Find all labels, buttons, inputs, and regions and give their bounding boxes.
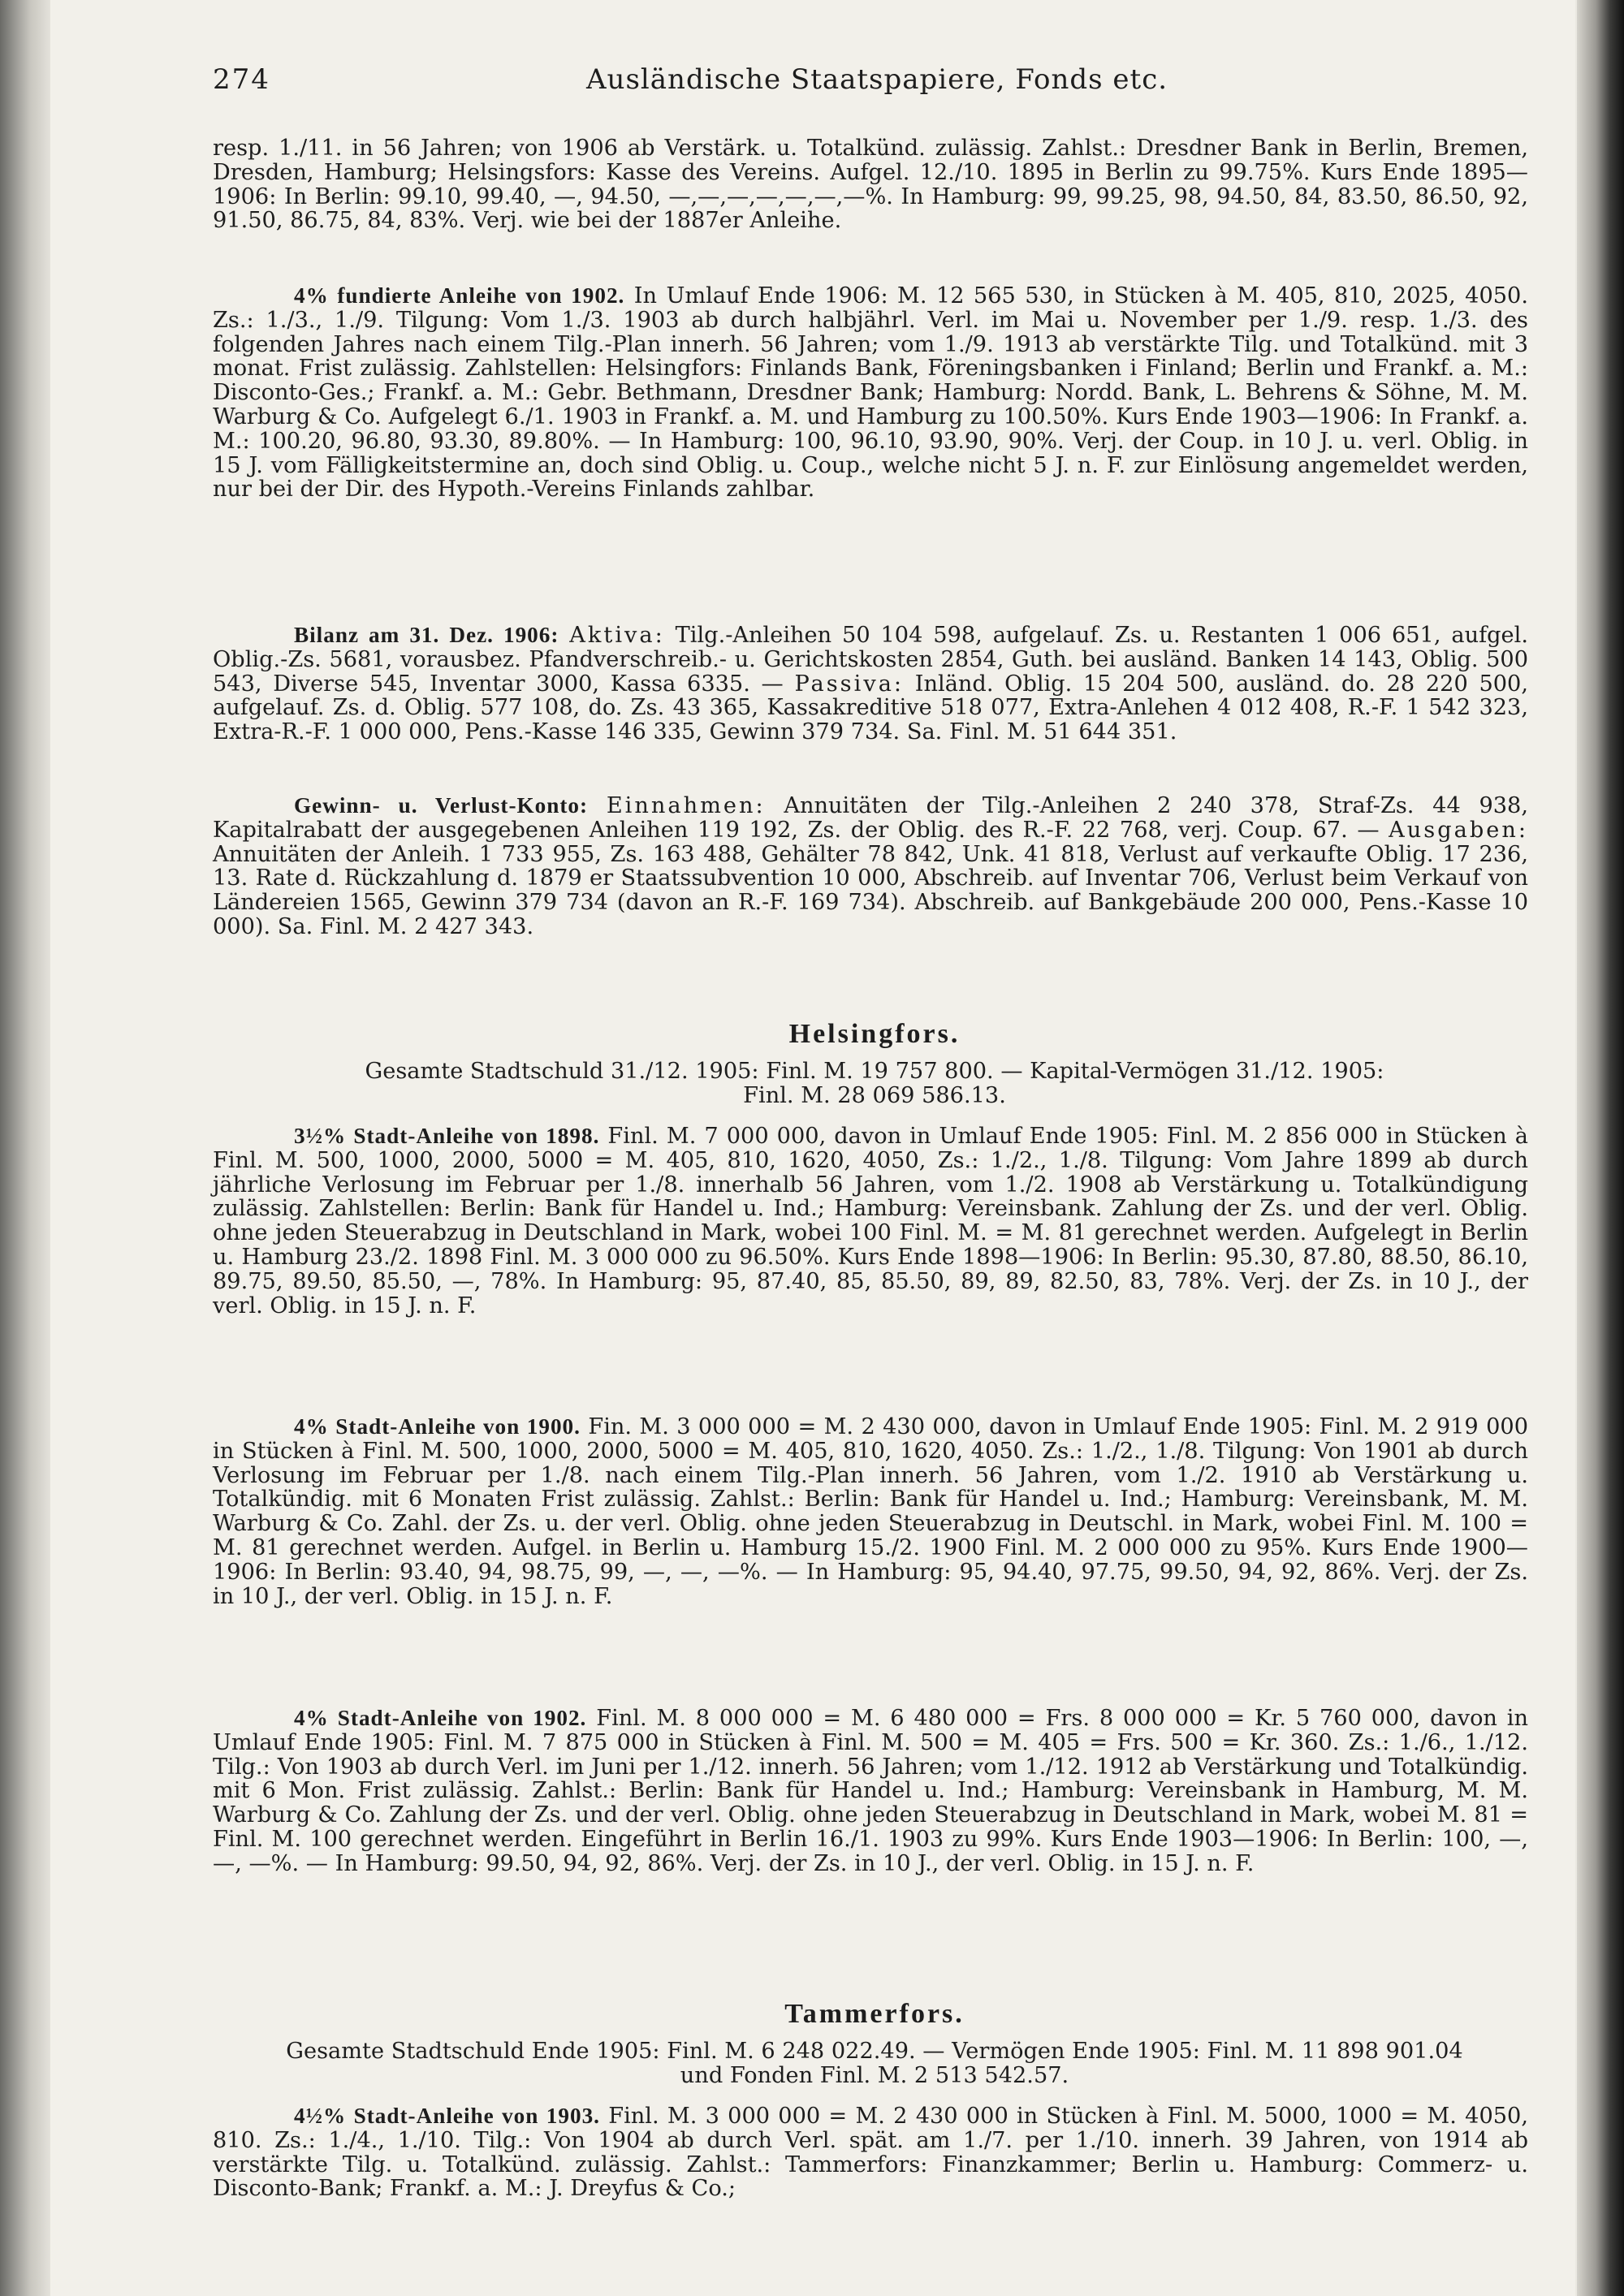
ausgaben-label: Ausgaben: bbox=[1389, 817, 1528, 843]
page-number: 274 bbox=[213, 63, 270, 96]
aktiva-text: Tilg.-Anleihen 50 104 598, aufgelauf. Zs. u. Restanten 1 006 651, aufgel. Oblig.-Zs. 5681, vorausbez. Pfandverschreib.- u. Gerichtskosten 2854, Guth. bei ausländ. Banken 14 143, Oblig. 500 543, Diverse 545, Inventar 3000, Kassa 6335. — bbox=[213, 623, 1528, 697]
tammerfors-debt-line-2: und Fonden Finl. M. 2 513 542.57. bbox=[680, 2063, 1069, 2088]
passiva-label: Passiva: bbox=[794, 671, 905, 697]
loan-1902-text: In Umlauf Ende 1906: M. 12 565 530, in Stücken à M. 405, 810, 2025, 4050. Zs.: 1./3., 1./9. Tilgung: Vom 1./3. 1903 ab durch halbjährl. Verl. im Mai u. November per 1./9. resp. 1./3. des folgenden Jahres nach einem Tilg.-Plan innerh. 56 Jahren; vom 1./9. 1913 ab verstärkte Tilg. und Totalkünd. mit 3 monat. Frist zulässig. Zahlstellen: Helsingfors: Finlands Bank, Föreningsbanken i Finland; Berlin und Frankf. a. M.: Disconto-Ges.; Frankf. a. M.: Gebr. Bethmann, Dresdner Bank; Hamburg: Nordd. Bank, L. Behrens & Söhne, M. M. Warburg & Co. Aufgelegt 6./1. 1903 in Frankf. a. M. und Hamburg zu 100.50%. Kurs Ende 1903—1906: In Frankf. a. M.: 100.20, 96.80, 93.30, 89.80%. — In Hamburg: 100, 96.10, 93.90, 90%. Verj. der Coup. in 10 J. u. verl. Oblig. in 15 J. vom Fälligkeitstermine an, doch sind Oblig. u. Coup., welche nicht 5 J. n. F. zur Einlösung angemeldet werden, nur bei der Dir. des Hypoth.-Vereins Finlands zahlbar. bbox=[213, 283, 1528, 503]
helsingfors-loan-1900-heading: 4% Stadt-Anleihe von 1900. bbox=[294, 1414, 581, 1439]
helsingfors-loan-1900-paragraph bbox=[213, 1415, 1528, 1608]
helsingfors-loan-1902-heading: 4% Stadt-Anleihe von 1902. bbox=[294, 1706, 587, 1730]
helsingfors-loan-1898-text: Finl. M. 7 000 000, davon in Umlauf Ende 1905: Finl. M. 2 856 000 in Stücken à Finl. M. 500, 1000, 2000, 5000 = M. 405, 810, 1620, 4050, Zs.: 1./2., 1./8. Tilgung: Vom Jahre 1899 ab durch jährliche Verlosung im Februar per 1./8. innerhalb 56 Jahren, vom 1./2. 1908 ab Verstärkung u. Totalkündigung zulässig. Zahlstellen: Berlin: Bank für Handel u. Ind.; Hamburg: Vereinsbank. Zahlung der Zs. und der verl. Oblig. ohne jeden Steuerabzug in Deutschland in Mark, wobei 100 Finl. M. = M. 81 gerechnet werden. Aufgelegt in Berlin u. Hamburg 23./2. 1898 Finl. M. 3 000 000 zu 96.50%. Kurs Ende 1898—1906: In Berlin: 95.30, 87.80, 88.50, 86.10, 89.75, 89.50, 85.50, —, 78%. In Hamburg: 95, 87.40, 85, 85.50, 89, 89, 82.50, 83, 78%. Verj. der Zs. in 10 J., der verl. Oblig. in 15 J. n. F. bbox=[213, 1124, 1528, 1318]
helsingfors-loan-1898-paragraph bbox=[213, 1124, 1528, 1318]
aktiva-label: Aktiva: bbox=[569, 623, 665, 648]
tammerfors-loan-1903-text: Finl. M. 3 000 000 = M. 2 430 000 in Stücken à Finl. M. 5000, 1000 = M. 4050, 810. Zs.: 1./4., 1./10. Tilg.: Von 1904 ab durch Verl. spät. am 1./7. per 1./10. innerh. 39 Jahren, von 1914 ab verstärkte Tilg. u. Totalkünd. zulässig. Zahlst.: Tammerfors: Finanzkammer; Berlin u. Hamburg: Commerz- u. Disconto-Bank; Frankf. a. M.: J. Dreyfus & Co.; bbox=[213, 2104, 1528, 2202]
tammerfors-debt-line-1: Gesamte Stadtschuld Ende 1905: Finl. M. 6 248 022.49. — Vermögen Ende 1905: Finl. M. 11 898 901.04 bbox=[286, 2039, 1463, 2064]
loan-1902-heading: 4% fundierte Anleihe von 1902. bbox=[294, 283, 625, 308]
helsingfors-loan-1902-text: Finl. M. 8 000 000 = M. 6 480 000 = Frs. 8 000 000 = Kr. 5 760 000, davon in Umlauf Ende 1905: Finl. M. 7 875 000 in Stücken à Finl. M. 500 = M. 405 = Frs. 500 = Kr. 360. Zs.: 1./6., 1./12. Tilg.: Von 1903 ab durch Verl. im Juni per 1./12. innerh. 56 Jahren; vom 1./12. 1912 ab Verstärkung und Totalkündig. mit 6 Mon. Frist zulässig. Zahlst.: Berlin: Bank für Handel u. Ind.; Hamburg: Vereinsbank in Hamburg, M. M. Warburg & Co. Zahlung der Zs. und der verl. Oblig. ohne jeden Steuerabzug in Deutschland in Mark, wobei M. 81 = Finl. M. 100 gerechnet werden. Eingeführt in Berlin 16./1. 1903 zu 99%. Kurs Ende 1903—1906: In Berlin: 100, —, —, —%. — In Hamburg: 99.50, 94, 92, 86%. Verj. der Zs. in 10 J., der verl. Oblig. in 15 J. n. F. bbox=[213, 1706, 1528, 1876]
running-title: Ausländische Staatspapiere, Fonds etc. bbox=[586, 63, 1168, 96]
hypoth-continuation-paragraph bbox=[213, 136, 1528, 233]
einnahmen-label: Einnahmen: bbox=[606, 793, 766, 818]
gewinn-verlust-paragraph bbox=[213, 794, 1528, 939]
helsingfors-debt-line-2: Finl. M. 28 069 586.13. bbox=[743, 1083, 1006, 1108]
bilanz-paragraph bbox=[213, 624, 1528, 744]
helsingfors-loan-1898-heading: 3½% Stadt-Anleihe von 1898. bbox=[294, 1124, 600, 1148]
gewinn-verlust-heading: Gewinn- u. Verlust-Konto: bbox=[294, 793, 589, 818]
tammerfors-loan-1903-heading: 4½% Stadt-Anleihe von 1903. bbox=[294, 2104, 600, 2128]
passiva-text: Inländ. Oblig. 15 204 500, ausländ. do. 28 220 500, aufgelauf. Zs. d. Oblig. 577 108, do. Zs. 43 365, Kassakreditive 518 077, Extra-Anlehen 4 012 408, R.-F. 1 542 323, Extra-R.-F. 1 000 000, Pens.-Kasse 146 335, Gewinn 379 734. Sa. Finl. M. 51 644 351. bbox=[213, 671, 1528, 745]
running-head bbox=[213, 63, 1536, 104]
book-spine-left-edge bbox=[0, 0, 50, 2296]
ausgaben-text: Annuitäten der Anleih. 1 733 955, Zs. 163 488, Gehälter 78 842, Unk. 41 818, Verlust auf verkaufte Oblig. 17 236, 13. Rate d. Rückzahlung d. 1879 er Staatssubvention 10 000, Abschreib. auf Inventar 706, Verlust beim Verkauf von Ländereien 1565, Gewinn 379 734 (davon an R.-F. 169 734). Abschreib. auf Bankgebäude 200 000, Pens.-Kasse 10 000). Sa. Finl. M. 2 427 343. bbox=[213, 841, 1528, 939]
helsingfors-heading: Helsingfors. bbox=[788, 1019, 961, 1049]
hypoth-continuation-text: resp. 1./11. in 56 Jahren; von 1906 ab Verstärk. u. Totalkünd. zulässig. Zahlst.: Dresdner Bank in Berlin, Bremen, Dresden, Hamburg; Helsingsfors: Kasse des Vereins. Aufgel. 12./10. 1895 in Berlin zu 99.75%. Kurs Ende 1895—1906: In Berlin: 99.10, 99.40, —, 94.50, —,—,—,—,—,—,—%. In Hamburg: 99, 99.25, 98, 94.50, 84, 83.50, 86.50, 92, 91.50, 86.75, 84, 83%. Verj. wie bei der 1887er Anleihe. bbox=[213, 136, 1528, 234]
einnahmen-text: Annuitäten der Tilg.-Anleihen 2 240 378, Straf-Zs. 44 938, Kapitalrabatt der ausgegebenen Anleihen 119 192, Zs. der Oblig. des R.-F. 22 768, verj. Coup. 67. — bbox=[213, 793, 1528, 843]
tammerfors-loan-1903-paragraph bbox=[213, 2104, 1528, 2201]
helsingfors-debt-line-1: Gesamte Stadtschuld 31./12. 1905: Finl. M. 19 757 800. — Kapital-Vermögen 31./12. 1905: bbox=[365, 1059, 1384, 1084]
helsingfors-loan-1902-paragraph bbox=[213, 1707, 1528, 1876]
helsingfors-loan-1900-text: Fin. M. 3 000 000 = M. 2 430 000, davon in Umlauf Ende 1905: Finl. M. 2 919 000 in Stücken à Finl. M. 500, 1000, 2000, 5000 = M. 405, 810, 1620, 4050. Zs.: 1./2., 1./8. Tilgung: Von 1901 ab durch Verlosung im Februar per 1./8. nach einem Tilg.-Plan innerh. 56 Jahren, vom 1./2. 1910 ab Verstärkung u. Totalkündig. mit 6 Monaten Frist zulässig. Zahlst.: Berlin: Bank für Handel u. Ind.; Hamburg: Vereinsbank, M. M. Warburg & Co. Zahl. der Zs. u. der verl. Oblig. ohne jeden Steuerabzug in Deutschl. in Mark, wobei Finl. M. 100 = M. 81 gerechnet werden. Aufgel. in Berlin u. Hamburg 15./2. 1900 Finl. M. 2 000 000 zu 95%. Kurs Ende 1900—1906: In Berlin: 93.40, 94, 98.75, 99, —, —, —%. — In Hamburg: 95, 94.40, 97.75, 99.50, 94, 92, 86%. Verj. der Zs. in 10 J., der verl. Oblig. in 15 J. n. F. bbox=[213, 1414, 1528, 1609]
tammerfors-heading: Tammerfors. bbox=[784, 1999, 965, 2029]
book-spine-right-edge bbox=[1577, 0, 1624, 2296]
loan-1902-paragraph bbox=[213, 284, 1528, 502]
bilanz-heading: Bilanz am 31. Dez. 1906: bbox=[294, 623, 559, 647]
